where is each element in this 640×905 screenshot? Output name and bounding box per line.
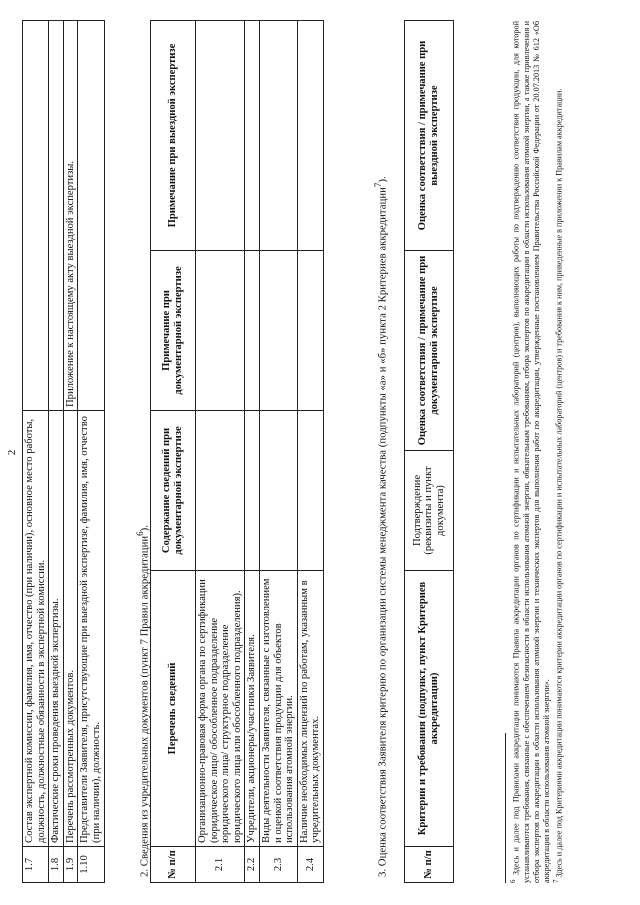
table-header-row <box>405 21 454 883</box>
table-row <box>297 21 323 883</box>
row-text: Организационно-правовая форма органа по сертификации (юридическое лицо/ обособленное подразделение юридического лица/ структурное подразделение юридического лица или обособленного подразделения). <box>196 571 245 847</box>
row-number: 2.2 <box>245 847 260 883</box>
row-text: Состав экспертной комиссии, фамилия, имя, отчество (при наличии), основное место работы, должность, должностные обязанности в экспертной комиссии. <box>23 411 49 847</box>
empty-cell <box>297 21 323 251</box>
table-3 <box>404 20 454 883</box>
footnote-7: $^7$ Здесь и далее под Критериями аккредитации понимаются критерии аккредитации органов по сертификации и испытательных лабораторий (центров) и требования к ним, приведенные в приложении к Правилам аккредитации. <box>552 88 564 883</box>
header-cell: Примечание при документарной экспертизе <box>151 251 196 411</box>
row-note: Приложение к настоящему акту выездной экспертизы. <box>63 21 78 411</box>
table-row <box>245 21 260 883</box>
empty-cell <box>196 411 245 571</box>
row-number: 2.1 <box>196 847 245 883</box>
table-2-block <box>150 20 324 883</box>
header-cell: № п/п <box>151 847 196 883</box>
row-number: 1.9 <box>63 847 78 883</box>
empty-cell <box>259 411 297 571</box>
row-text: Учредители, акционеры/участники Заявителя. <box>245 571 260 847</box>
header-cell: Содержание сведений при документарной экспертизе <box>151 411 196 571</box>
empty-cell <box>245 251 260 411</box>
row-number: 2.3 <box>259 847 297 883</box>
table-3-block <box>404 20 454 883</box>
header-cell: Критерии и требования (подпункт, пункт Критериев аккредитации) <box>405 571 454 847</box>
empty-cell <box>245 411 260 571</box>
table-1 <box>22 20 105 883</box>
header-cell: Оценка соответствия / примечание при документарной экспертизе <box>405 251 454 451</box>
empty-cell <box>259 251 297 411</box>
empty-cell <box>297 411 323 571</box>
section-3-title: 3. Оценка соответствия Заявителя критерию по организации системы менеджмента качества (подпункты «а» и «б» пункта 2 Критериев аккредитации$^7$). <box>373 176 389 877</box>
header-cell: Оценка соответствия / примечание при выездной экспертизе <box>405 21 454 251</box>
table-row <box>63 21 78 883</box>
row-text: Фактические сроки проведения выездной экспертизы. <box>49 411 64 847</box>
footnote-6: $^6$ Здесь и далее под Правилами аккредитации понимаются Правила аккредитации органов по сертификации и испытательных лабораторий (центров), выполняющих работы по подтверждению соответствия продукции, для которой устанавливаются требования, связанные с обеспечением безопасности в области использования атомной энергии, обязательным требованиям, отбора экспертов по аккредитации в области использования атомной энергии, а также привлечения и отбора экспертов по аккредитации в области использования атомной энергии и технических экспертов для выполнения работ по аккредитации, утвержденные постановлением Правительства Российской Федерации от 20.07.2013 № 612 «Об аккредитации в области использования атомной энергии». <box>510 20 551 883</box>
row-text: Представители Заявителя, присутствующие при выездной экспертизе, фамилия, имя, отчество (при наличии), должность. <box>78 411 104 847</box>
header-cell: Перечень сведений <box>151 571 196 847</box>
footnotes <box>505 21 564 883</box>
empty-cell <box>196 21 245 251</box>
row-text: Виды деятельности Заявителя, связанные с изготовлением и оценкой соответствия продукции для объектов использования атомной энергии. <box>259 571 297 847</box>
row-note <box>49 21 64 411</box>
row-number: 1.8 <box>49 847 64 883</box>
row-number: 1.7 <box>23 847 49 883</box>
footnote-divider <box>505 733 506 883</box>
empty-cell <box>259 21 297 251</box>
section-2-title: 2. Сведения из учредительных документов (пункт 7 Правил аккредитации$^6$). <box>135 525 151 877</box>
table-2 <box>150 20 324 883</box>
table-row <box>23 21 49 883</box>
empty-cell <box>297 251 323 411</box>
table-header-row <box>151 21 196 883</box>
header-cell: № п/п <box>405 847 454 883</box>
row-number: 2.4 <box>297 847 323 883</box>
header-cell: Подтверждение (реквизиты и пункт документа) <box>405 451 454 571</box>
table-row <box>196 21 245 883</box>
table-row <box>49 21 64 883</box>
page-number: 2 <box>6 449 18 456</box>
empty-cell <box>196 251 245 411</box>
row-text: Наличие необходимых лицензий по работам, указанным в учредительных документах. <box>297 571 323 847</box>
table-1-block <box>22 20 105 883</box>
table-row <box>259 21 297 883</box>
row-note <box>78 21 104 411</box>
table-row <box>78 21 104 883</box>
empty-cell <box>245 21 260 251</box>
row-number: 1.10 <box>78 847 104 883</box>
row-note <box>23 21 49 411</box>
row-text: Перечень рассмотренных документов. <box>63 411 78 847</box>
header-cell: Примечание при выездной экспертизе <box>151 21 196 251</box>
